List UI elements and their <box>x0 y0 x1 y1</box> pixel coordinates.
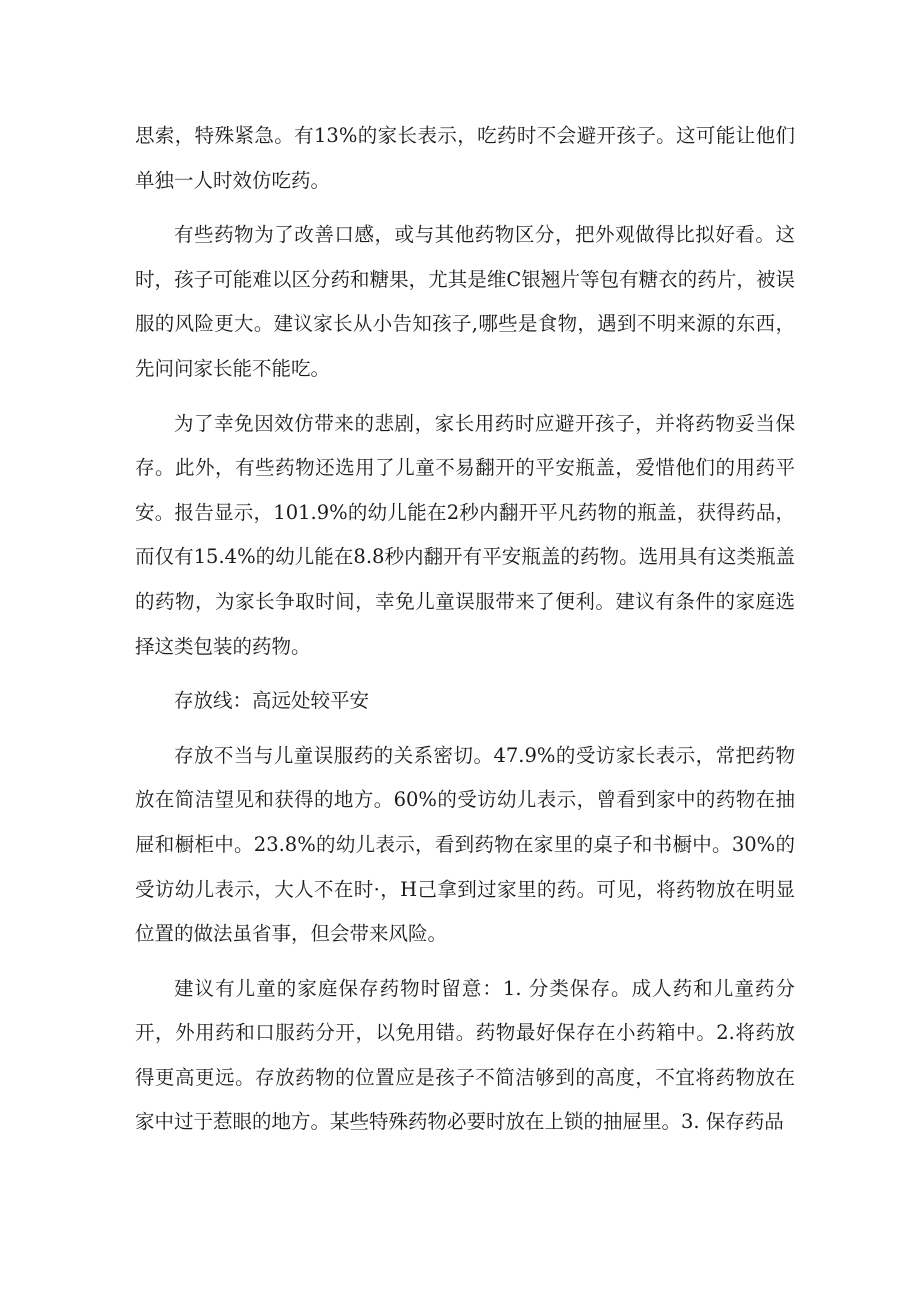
document-body <box>135 114 795 1155</box>
paragraph: 建议有儿童的家庭保存药物时留意：1. 分类保存。成人药和儿童药分开，外用药和口服药分开，以免用错。药物最好保存在小药箱中。2.将药放得更高更远。存放药物的位置应是孩子不简洁够到的高度，不宜将药物放在家中过于惹眼的地方。某些特殊药物必要时放在上锁的抽屉里。3. 保存药品 <box>135 976 795 1134</box>
paragraph: 存放不当与儿童误服药的关系密切。47.9%的受访家长表示，常把药物放在简洁望见和获得的地方。60%的受访幼儿表示，曾看到家中的药物在抽屉和橱柜中。23.8%的幼儿表示，看到药物在家里的桌子和书橱中。30%的受访幼儿表示，大人不在时·，H己拿到过家里的药。可见，将药物放在明显位置的做法虽省事，但会带来风险。 <box>135 743 795 946</box>
paragraph: 为了幸免因效仿带来的悲剧，家长用药时应避开孩子，并将药物妥当保存。此外，有些药物还选用了儿童不易翻开的平安瓶盖，爱惜他们的用药平安。报告显示，101.9%的幼儿能在2秒内翻开平凡药物的瓶盖，获得药品，而仅有15.4%的幼儿能在8.8秒内翻开有平安瓶盖的药物。选用具有这类瓶盖的药物，为家长争取时间，幸免儿童误服带来了便利。建议有条件的家庭选择这类包装的药物。 <box>135 411 795 658</box>
section-heading: 存放线：高远处较平安 <box>174 689 370 713</box>
paragraph: 思索，特殊紧急。有13%的家长表示，吃药时不会避开孩子。这可能让他们单独一人时效仿吃药。 <box>135 124 795 192</box>
paragraph: 有些药物为了改善口感，或与其他药物区分，把外观做得比拟好看。这时，孩子可能难以区分药和糖果，尤其是维C银翘片等包有糖衣的药片，被误服的风险更大。建议家长从小告知孩子,哪些是食物，遇到不明来源的东西，先问问家长能不能吃。 <box>135 223 795 380</box>
